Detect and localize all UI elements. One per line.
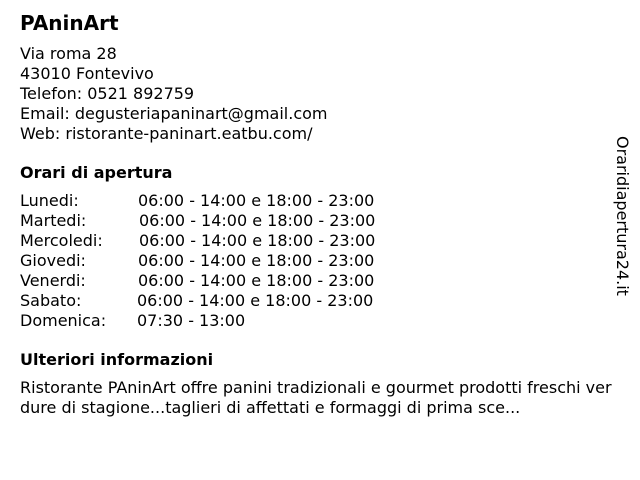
- business-name: PAninArt: [20, 11, 119, 35]
- hours-time: 06:00 - 14:00 e 18:00 - 23:00: [139, 211, 376, 230]
- hours-row-sabato: [20, 291, 620, 311]
- phone-line: Telefon: 0521 892759: [20, 84, 195, 103]
- business-card: [20, 10, 620, 418]
- hours-row-mercoledi: [20, 231, 620, 251]
- email-line: Email: degusteriapaninart@gmail.com: [20, 104, 328, 123]
- hours-row-martedi: [20, 211, 620, 231]
- hours-day: Domenica:: [20, 311, 107, 330]
- hours-time: 06:00 - 14:00 e 18:00 - 23:00: [139, 231, 376, 250]
- hours-row-domenica: [20, 311, 620, 331]
- hours-row-lunedi: [20, 191, 620, 211]
- info-description: Ristorante PAninArt offre panini tradizionali e gourmet prodotti freschi verdure di stagione...taglieri di affettati e formaggi di prima sce...: [20, 378, 612, 417]
- hours-day: Martedi:: [20, 211, 87, 230]
- hours-day: Venerdi:: [20, 271, 86, 290]
- site-watermark-label: Oraridiapertura24.it: [613, 136, 632, 296]
- address-city: 43010 Fontevivo: [20, 64, 154, 83]
- hours-time: 06:00 - 14:00 e 18:00 - 23:00: [138, 271, 375, 290]
- hours-row-venerdi: [20, 271, 620, 291]
- hours-time: 06:00 - 14:00 e 18:00 - 23:00: [138, 251, 375, 270]
- hours-day: Mercoledi:: [20, 231, 103, 250]
- hours-table: [20, 191, 620, 331]
- hours-day: Lunedi:: [20, 191, 79, 210]
- web-line: Web: ristorante-paninart.eatbu.com/: [20, 124, 313, 143]
- hours-time: 06:00 - 14:00 e 18:00 - 23:00: [137, 291, 374, 310]
- info-heading: Ulteriori informazioni: [20, 350, 214, 369]
- address-street: Via roma 28: [20, 44, 117, 63]
- hours-row-giovedi: [20, 251, 620, 271]
- hours-day: Sabato:: [20, 291, 82, 310]
- hours-day: Giovedi:: [20, 251, 86, 270]
- hours-time: 07:30 - 13:00: [137, 311, 246, 330]
- hours-time: 06:00 - 14:00 e 18:00 - 23:00: [138, 191, 375, 210]
- hours-heading: Orari di apertura: [20, 163, 173, 182]
